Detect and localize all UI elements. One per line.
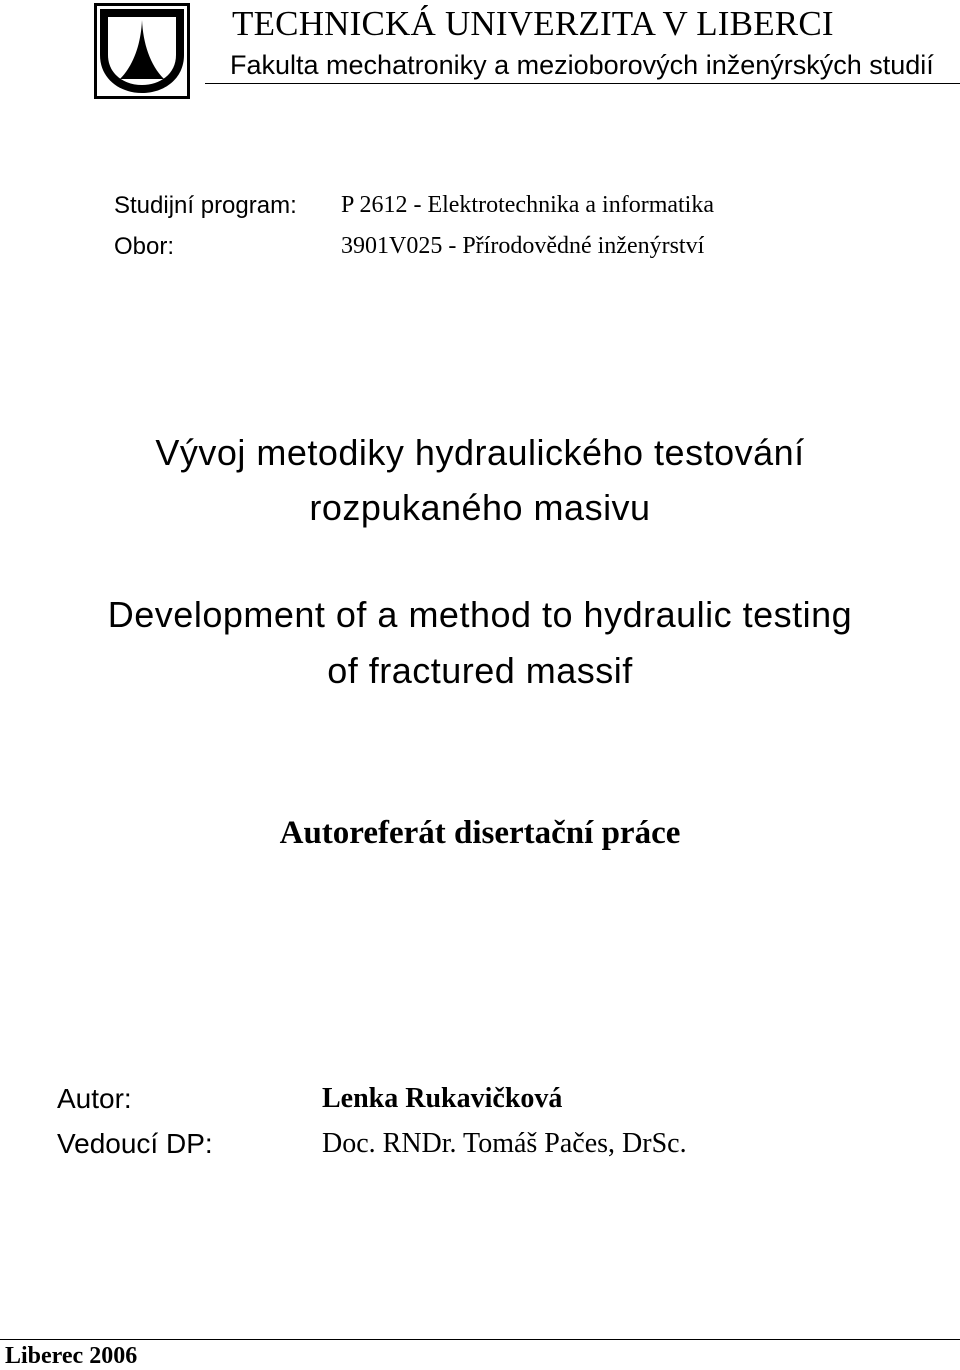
footer-divider bbox=[0, 1339, 960, 1340]
supervisor-label: Vedoucí DP: bbox=[57, 1128, 213, 1159]
field-value: 3901V025 - Přírodovědné inženýrství bbox=[341, 233, 705, 259]
program-value: P 2612 - Elektrotechnika a informatika bbox=[341, 192, 714, 218]
program-label: Studijní program: bbox=[114, 192, 297, 219]
university-logo-icon bbox=[94, 3, 190, 99]
university-name: TECHNICKÁ UNIVERZITA V LIBERCI bbox=[232, 4, 834, 43]
title-cz-line2: rozpukaného masivu bbox=[309, 487, 651, 528]
title-cz-line1: Vývoj metodiky hydraulického testování bbox=[155, 432, 805, 473]
thesis-type: Autoreferát disertační práce bbox=[279, 815, 681, 851]
header-divider bbox=[205, 83, 960, 84]
title-en-line1: Development of a method to hydraulic testing bbox=[107, 594, 853, 635]
title-en-line2: of fractured massif bbox=[327, 650, 633, 691]
field-label: Obor: bbox=[114, 233, 175, 260]
faculty-name: Fakulta mechatroniky a mezioborových inženýrských studií bbox=[230, 50, 934, 80]
author-name: Lenka Rukavičková bbox=[322, 1083, 563, 1114]
author-label: Autor: bbox=[57, 1083, 132, 1114]
supervisor-name: Doc. RNDr. Tomáš Pačes, DrSc. bbox=[322, 1128, 687, 1159]
place-year: Liberec 2006 bbox=[5, 1343, 138, 1369]
